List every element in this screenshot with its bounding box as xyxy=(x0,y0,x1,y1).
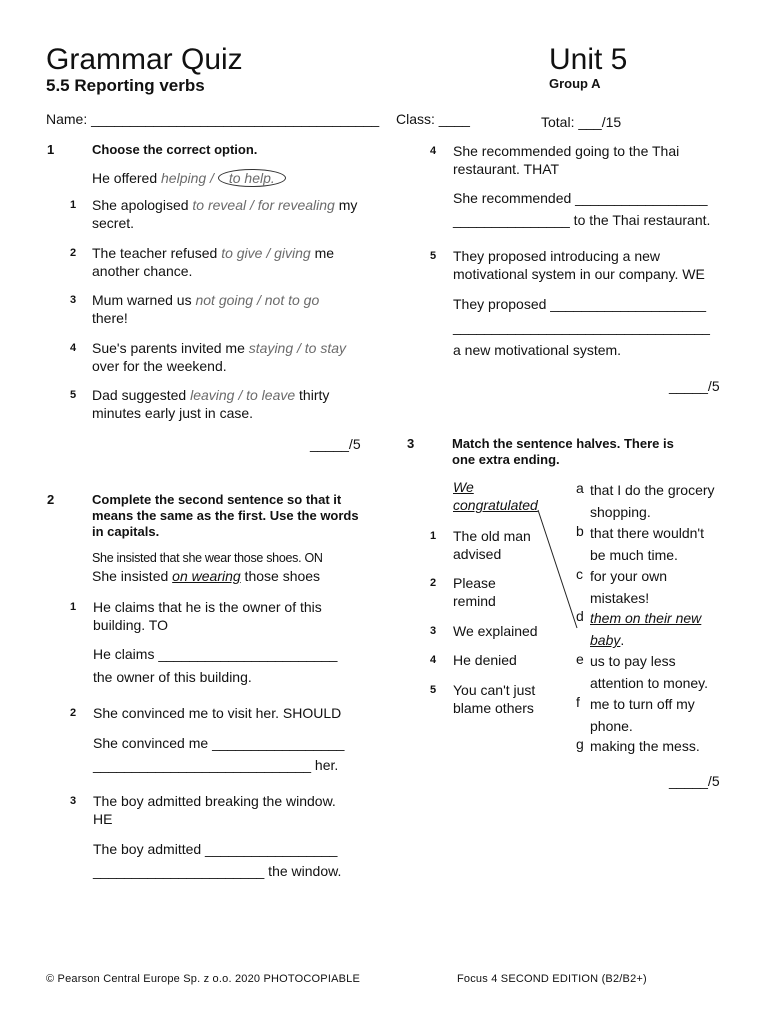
name-field[interactable]: Name: _____________________________________ xyxy=(46,111,380,127)
example-left: We congratulated xyxy=(453,479,538,513)
answer-line: the owner of this building. xyxy=(93,669,252,685)
score-field[interactable]: _____/5 xyxy=(310,436,361,452)
group-label: Group A xyxy=(549,76,601,91)
answer-line: They proposed ____________________ xyxy=(453,296,707,312)
edition-label: Focus 4 SECOND EDITION (B2/B2+) xyxy=(457,973,647,985)
circled-answer: to help. xyxy=(218,169,286,187)
example-sentence: She insisted that she wear those shoes. ON xyxy=(92,551,323,565)
class-field[interactable]: Class: ____ xyxy=(396,111,470,127)
answer-line: _______________ to the Thai restaurant. xyxy=(453,212,711,228)
score-field[interactable]: _____/5 xyxy=(669,378,720,394)
example-answer-line: She insisted on wearing those shoes xyxy=(92,568,321,584)
exercise-number: 2 xyxy=(47,492,55,507)
page-subtitle: 5.5 Reporting verbs xyxy=(46,76,205,95)
unit-label: Unit 5 xyxy=(549,43,628,76)
score-field[interactable]: _____/5 xyxy=(669,773,720,789)
example-answer: on wearing xyxy=(172,568,241,584)
copyright-notice: © Pearson Central Europe Sp. z o.o. 2020 PHOTOCOPIABLE xyxy=(46,973,361,985)
answer-line: The boy admitted _________________ xyxy=(93,841,338,857)
exercise-number: 1 xyxy=(47,142,55,157)
exercise-instruction: Complete the second sentence so that it means the same as the first. Use the words in capitals. xyxy=(92,492,359,539)
total-score: Total: ___/15 xyxy=(541,114,622,130)
page-title: Grammar Quiz xyxy=(46,43,243,76)
exercise-instruction: Choose the correct option. xyxy=(92,142,258,157)
answer-line: ____________________________ her. xyxy=(93,757,339,773)
example-sentence: He offered helping / to help. xyxy=(92,169,286,187)
exercise-instruction: Match the sentence halves. There is one extra ending. xyxy=(452,436,674,467)
exercise-number: 3 xyxy=(407,436,415,451)
answer-line: ______________________ the window. xyxy=(93,863,342,879)
answer-line: a new motivational system. xyxy=(453,342,622,358)
answer-line: He claims _______________________ xyxy=(93,646,338,662)
answer-line: She convinced me _________________ xyxy=(93,735,345,751)
answer-line: _________________________________ xyxy=(453,319,710,335)
answer-line: She recommended _________________ xyxy=(453,190,708,206)
